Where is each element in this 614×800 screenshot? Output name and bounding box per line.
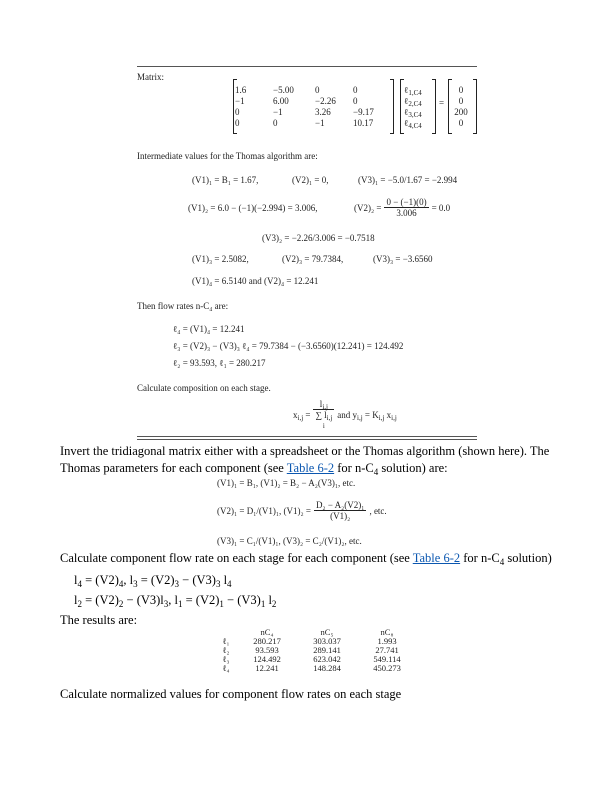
results-label: The results are: (60, 613, 138, 627)
eq-v-4: (V1)₄ = 6.5140 and (V2)₄ = 12.241 (192, 276, 319, 286)
paragraph-1-line-1: Invert the tridiagonal matrix either with a spreadsheet or the Thomas algorithm (shown here). The (60, 444, 550, 458)
row-label: ℓ₄ (222, 663, 230, 673)
table-cell: 124.492 (253, 654, 281, 664)
rhs-cell: 200 (454, 107, 468, 117)
figure-bottom-rule-1 (137, 436, 477, 437)
table-cell: 280.217 (253, 636, 281, 646)
matrix-cell: −1 (273, 107, 283, 117)
unknown-cell: ℓ$_{2,C4}$ (404, 96, 422, 108)
matrix-cell: 1.6 (235, 85, 247, 95)
eq-v1-3: (V1)₃ = 2.5082, (192, 254, 249, 264)
paragraph-3: Calculate normalized values for component flow rates on each stage (60, 687, 402, 701)
col-header: nC₅ (320, 627, 334, 637)
table-cell: 1.993 (377, 636, 397, 646)
rhs-cell: 0 (458, 96, 464, 106)
table-6-2-link-2[interactable]: Table 6-2 (412, 551, 461, 565)
matrix-cell: 0 (273, 118, 278, 128)
matrix-cell: 3.26 (315, 107, 331, 117)
composition-label: Calculate composition on each stage. (137, 383, 271, 393)
flow-equation-1: $l_4 = (V2)_4$, $l_3 = (V2)_3 - (V3)_3$ $l_4$ (74, 573, 232, 589)
matrix-cell: 0 (235, 107, 240, 117)
col-header: nC₄ (260, 627, 274, 637)
rhs-cell: 0 (458, 118, 464, 128)
unknown-cell: ℓ$_{4,C4}$ (404, 118, 422, 130)
unknown-cell: ℓ$_{3,C4}$ (404, 107, 422, 119)
matrix-cell: 0 (353, 96, 358, 106)
matrix-cell: 10.17 (353, 118, 374, 128)
matrix-cell: 0 (353, 85, 358, 95)
figure-bottom-rule-2 (137, 439, 477, 440)
table-row (215, 664, 417, 673)
thomas-eq-2: (V2)₁ = D₁/(V1)₁, (V1)₂ = $\frac{\text{D₂ − A₂(V2)₁}}{\text{(V1)₂}}$ , etc. (217, 500, 387, 521)
figure-top-rule (137, 66, 477, 67)
eq-v2-2: (V2)₂ = $\frac{0 - (-1)(0)}{3.006}$ = 0.0 (354, 197, 451, 218)
table-cell: 549.114 (373, 654, 401, 664)
table-cell: 289.141 (313, 645, 341, 655)
table-6-2-link-1[interactable]: Table 6-2 (286, 461, 335, 475)
row-label: ℓ₂ (222, 645, 230, 655)
table-cell: 27.741 (375, 645, 399, 655)
matrix-cell: 0 (315, 85, 320, 95)
results-table (215, 628, 417, 673)
matrix-cell: −9.17 (353, 107, 374, 117)
table-cell: 450.273 (373, 663, 401, 673)
matrix-cell: −5.00 (273, 85, 294, 95)
flow-label: Then flow rates n-C₄ are: (137, 301, 229, 311)
paragraph-2: Calculate component flow rate on each stage for each component (see Table 6-2 for $n-C_4$ solution) (60, 551, 552, 567)
eq-v3-1: (V3)₁ = −5.0/1.67 = −2.994 (358, 175, 458, 185)
matrix-cell: −2.26 (315, 96, 336, 106)
table-cell: 303.037 (313, 636, 341, 646)
flow-eq-3: ℓ₂ = 93.593, ℓ₁ = 280.217 (173, 358, 266, 368)
flow-eq-2: ℓ₃ = (V2)₃ − (V3)₃ ℓ₄ = 79.7384 − (−3.6560)(12.241) = 124.492 (173, 341, 404, 351)
matrix-label: Matrix: (137, 72, 164, 82)
eq-v2-1: (V2)₁ = 0, (292, 175, 329, 185)
eq-v1-1: (V1)₁ = B₁ = 1.67, (192, 175, 259, 185)
eq-v3-2: (V3)₂ = −2.26/3.006 = −0.7518 (262, 233, 375, 243)
table-cell: 623.042 (313, 654, 341, 664)
row-label: ℓ₁ (222, 636, 230, 646)
table-cell: 12.241 (255, 663, 279, 673)
eq-v3-3: (V3)₃ = −3.6560 (373, 254, 433, 264)
equals-sign: = (439, 98, 445, 108)
intermediate-label: Intermediate values for the Thomas algorithm are: (137, 151, 318, 161)
eq-v2-3: (V2)₃ = 79.7384, (282, 254, 344, 264)
flow-eq-1: ℓ₄ = (V1)₄ = 12.241 (173, 324, 245, 334)
rhs-cell: 0 (458, 85, 464, 95)
paragraph-1-line-2: Thomas parameters for each component (see Table 6-2 for $n-C_4$ solution) are: (60, 461, 448, 477)
col-header: nC₈ (380, 627, 394, 637)
flow-equation-2: $l_2 = (V2)_2 - (V3)l_3$, $l_1 = (V2)_1 - (V3)_1$ $l_2$ (74, 593, 277, 609)
thomas-eq-3: (V3)₁ = C₁/(V1)₁, (V3)₂ = C₂/(V1)₂, etc. (217, 536, 362, 546)
matrix-cell: 6.00 (273, 96, 289, 106)
matrix-cell: −1 (315, 118, 325, 128)
matrix-cell: −1 (235, 96, 245, 106)
eq-v1-2: (V1)₂ = 6.0 − (−1)(−2.994) = 3.006, (188, 203, 318, 213)
unknown-cell: ℓ$_{1,C4}$ (404, 85, 422, 97)
matrix-cell: 0 (235, 118, 240, 128)
table-cell: 148.284 (313, 663, 341, 673)
table-cell: 93.593 (255, 645, 279, 655)
composition-equation: $x_{i,j}$ = $l_{i,j}$ ∑ $l_{i,j}$ i and $y_{i,j} = K_{i,j}$ $x_{i,j}$ (293, 399, 397, 430)
row-label: ℓ₃ (222, 654, 230, 664)
thomas-eq-1: (V1)₁ = B₁, (V1)₂ = B₂ − A₂(V3)₁, etc. (217, 478, 356, 488)
